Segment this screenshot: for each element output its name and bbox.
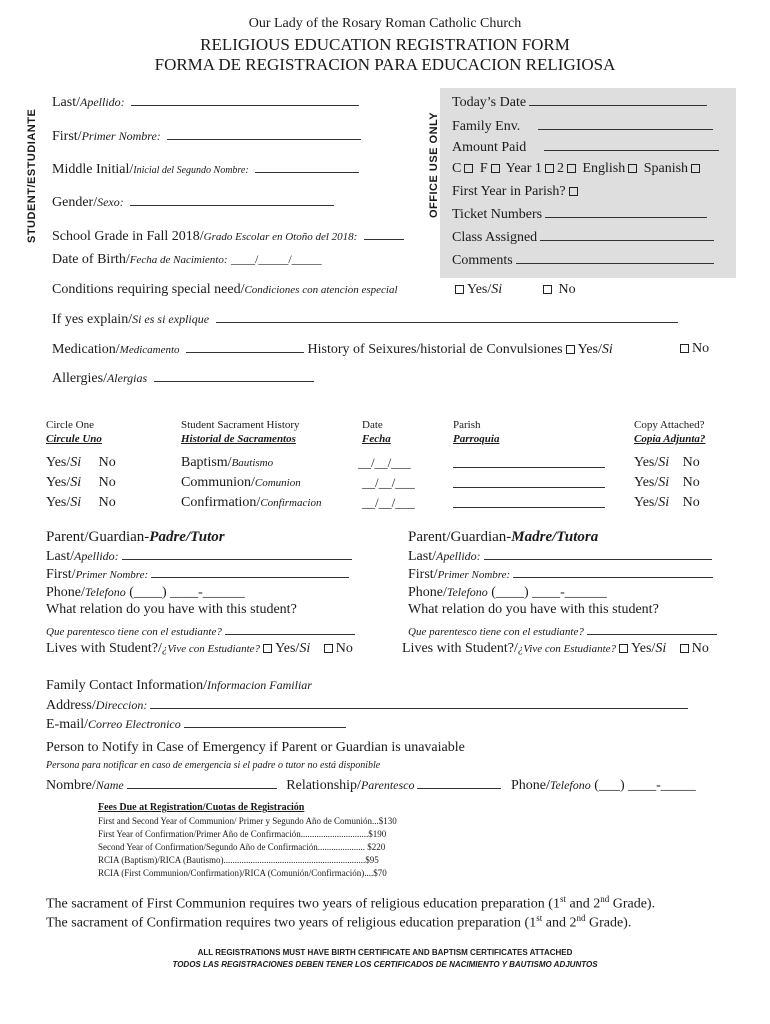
- explain-row: If yes explain/Si es si explique: [52, 311, 678, 328]
- email-row: E-mail/Correo Electronico: [46, 716, 346, 733]
- year1-checkbox[interactable]: [545, 164, 554, 173]
- communion-copy: Yes/Si No: [634, 475, 700, 490]
- parent-left-title: Parent/Guardian-Padre/Tutor: [46, 529, 225, 545]
- header-date: Date: [362, 419, 383, 431]
- office-amount-field[interactable]: [544, 139, 719, 151]
- header-parish: Parish: [453, 419, 481, 431]
- first-year-checkbox[interactable]: [569, 187, 578, 196]
- confirmation-copy-yes[interactable]: Yes/: [634, 495, 659, 510]
- form-title-en: RELIGIOUS EDUCATION REGISTRATION FORM: [200, 35, 570, 54]
- parent-right-last-row: Last/Apellido:: [408, 548, 712, 565]
- parent-right-relation-es-row: Que parentesco tiene con el estudiante?: [408, 623, 717, 638]
- allergies-row: Allergies/Alergias: [52, 370, 314, 387]
- confirmation-copy-no[interactable]: No: [682, 495, 700, 510]
- student-side-label: STUDENT/ESTUDIANTE: [26, 108, 38, 243]
- student-grade-field[interactable]: [364, 228, 404, 240]
- baptism-copy-yes[interactable]: Yes/: [634, 455, 659, 470]
- seizure-no: No: [677, 341, 709, 357]
- explain-field[interactable]: [216, 311, 678, 323]
- emergency-relationship-field[interactable]: [417, 777, 501, 789]
- table-row-baptism: Yes/Si No: [46, 455, 116, 470]
- office-side-label: OFFICE USE ONLY: [428, 111, 440, 218]
- table-row-confirmation: Yes/Si No: [46, 495, 116, 510]
- student-first-field[interactable]: [167, 128, 361, 140]
- header-date-es: Fecha: [362, 433, 391, 445]
- parent-right-lives-yes-checkbox[interactable]: [619, 644, 628, 653]
- baptism-date-field[interactable]: __/__/___: [358, 455, 411, 470]
- header-sacrament-history-es: Historial de Sacramentos: [181, 433, 296, 445]
- parent-left-phone-row: Phone/Telefono (____) ____-______: [46, 585, 245, 600]
- student-last-row: Last/Apellido:: [52, 94, 359, 111]
- emergency-contact-row: Nombre/Name Relationship/Parentesco Phone/Telefono (___) ____-_____: [46, 778, 696, 793]
- email-field[interactable]: [184, 716, 346, 728]
- student-dob-row: Date of Birth/Fecha de Nacimiento: ____/_____/_____: [52, 252, 322, 267]
- office-family-field[interactable]: [538, 118, 713, 130]
- seizure-yes-checkbox[interactable]: [566, 345, 575, 354]
- baptism-no[interactable]: No: [98, 455, 116, 470]
- office-class-row: Class Assigned: [452, 229, 714, 246]
- baptism-label: Baptism/Bautismo: [181, 455, 274, 470]
- office-checkbox-row: C F Year 1 2 English Spanish: [452, 161, 703, 177]
- form-title-es: FORMA DE REGISTRACION PARA EDUCACION RELIGIOSA: [154, 55, 616, 74]
- header-parish-es: Parroquia: [453, 433, 500, 445]
- parent-left-first-row: First/Primer Nombre:: [46, 566, 349, 583]
- confirmation-yes[interactable]: Yes/: [46, 495, 71, 510]
- emergency-label: Person to Notify in Case of Emergency if Parent or Guardian is unavaiable: [46, 740, 465, 755]
- parent-left-last-row: Last/Apellido:: [46, 548, 352, 565]
- fee-item: First Year of Confirmation/Primer Año de Confirmación..............................$190: [98, 829, 387, 839]
- fee-item: RCIA (Baptism)/RICA (Bautismo)...............................................................$95: [98, 855, 379, 865]
- office-date-field[interactable]: [529, 94, 707, 106]
- emergency-name-field[interactable]: [127, 777, 277, 789]
- student-middle-row: Middle Initial/Inicial del Segundo Nombre:: [52, 161, 359, 178]
- emergency-phone-field[interactable]: (___) ____-_____: [594, 778, 696, 793]
- parent-right-title: Parent/Guardian-Madre/Tutora: [408, 529, 599, 545]
- student-grade-row: School Grade in Fall 2018/Grado Escolar en Otoño del 2018:: [52, 228, 404, 245]
- table-row-communion: Yes/Si No: [46, 475, 116, 490]
- parent-left-lives-no-checkbox[interactable]: [324, 644, 333, 653]
- church-name: Our Lady of the Rosary Roman Catholic Church: [248, 16, 522, 31]
- parent-right-relation-field[interactable]: [587, 623, 717, 635]
- header-circle-one-es: Circule Uno: [46, 433, 102, 445]
- office-ticket-row: Ticket Numbers: [452, 206, 707, 223]
- communion-note: The sacrament of First Communion requires two years of religious education preparation (1st and 2nd Grade).: [46, 894, 656, 912]
- conditions-no: No: [540, 282, 576, 298]
- fee-item: RCIA (First Communion/Confirmation)/RICA (Comunión/Confirmación)....$70: [98, 868, 387, 878]
- footer-es: TODOS LAS REGISTRACIONES DEBEN TENER LOS CERTIFICADOS DE NACIMIENTO Y BAUTISMO ADJUNTOS: [172, 960, 598, 969]
- address-row: Address/Direccion:: [46, 697, 688, 714]
- footer-en: ALL REGISTRATIONS MUST HAVE BIRTH CERTIFICATE AND BAPTISM CERTIFICATES ATTACHED: [197, 948, 573, 957]
- medication-field[interactable]: [186, 341, 304, 353]
- header-copy-attached-es: Copia Adjunta?: [634, 433, 706, 445]
- fee-item: First and Second Year of Communion/ Primer y Segundo Año de Comunión...$130: [98, 816, 397, 826]
- baptism-copy: Yes/Si No: [634, 455, 700, 470]
- student-gender-field[interactable]: [130, 194, 334, 206]
- parent-left-first-field[interactable]: [151, 566, 349, 578]
- communion-label: Communion/Comunion: [181, 475, 301, 490]
- confirmation-no[interactable]: No: [98, 495, 116, 510]
- confirmation-date-field[interactable]: __/__/___: [362, 495, 415, 510]
- office-first-year-row: First Year in Parish?: [452, 184, 581, 200]
- parent-right-first-field[interactable]: [513, 566, 713, 578]
- office-ticket-field[interactable]: [545, 206, 707, 218]
- parent-left-relation-field[interactable]: [225, 623, 355, 635]
- baptism-parish-field[interactable]: [453, 455, 605, 473]
- communion-yes[interactable]: Yes/: [46, 475, 71, 490]
- communion-parish-field[interactable]: [453, 475, 605, 493]
- student-gender-row: Gender/Sexo:: [52, 194, 334, 211]
- baptism-yes[interactable]: Yes/: [46, 455, 71, 470]
- address-field[interactable]: [150, 697, 688, 709]
- parent-right-lives-row: Lives with Student?/¿Vive con Estudiante? Yes/Si No: [402, 641, 709, 656]
- confirmation-note: The sacrament of Confirmation requires two years of religious education preparation (1st and 2nd Grade).: [46, 913, 632, 931]
- parent-right-phone-field[interactable]: (____) ____-______: [491, 585, 607, 600]
- c-checkbox[interactable]: [464, 164, 473, 173]
- year2-checkbox[interactable]: [567, 164, 576, 173]
- parent-left-lives-row: Lives with Student?/¿Vive con Estudiante? Yes/Si No: [46, 641, 353, 656]
- student-dob-field[interactable]: ____/_____/_____: [231, 252, 322, 266]
- f-checkbox[interactable]: [491, 164, 500, 173]
- parent-left-relation: What relation do you have with this student?: [46, 602, 297, 617]
- communion-copy-yes[interactable]: Yes/: [634, 475, 659, 490]
- office-family-row: Family Env.: [452, 118, 713, 135]
- parent-left-lives-yes-checkbox[interactable]: [263, 644, 272, 653]
- parent-right-first-row: First/Primer Nombre:: [408, 566, 713, 583]
- student-last-field[interactable]: [131, 94, 359, 106]
- medication-row: Medication/Medicamento History of Seixures/historial de Convulsiones Yes/Si: [52, 342, 613, 357]
- seizure-no-checkbox[interactable]: [680, 344, 689, 353]
- office-date-row: Today’s Date: [452, 94, 707, 111]
- office-class-field[interactable]: [540, 229, 714, 241]
- office-comments-row: Comments: [452, 252, 714, 269]
- header-sacrament-history: Student Sacrament History: [181, 419, 300, 431]
- parent-right-last-field[interactable]: [484, 548, 712, 560]
- english-checkbox[interactable]: [628, 164, 637, 173]
- spanish-checkbox[interactable]: [691, 164, 700, 173]
- conditions-row: Conditions requiring special need/Condiciones con atencion especial: [52, 282, 398, 297]
- family-contact-title: Family Contact Information/Informacion Familiar: [46, 678, 312, 693]
- student-first-row: First/Primer Nombre:: [52, 128, 361, 145]
- communion-date-field[interactable]: __/__/___: [362, 475, 415, 490]
- office-amount-row: Amount Paid: [452, 139, 719, 156]
- parent-right-relation: What relation do you have with this student?: [408, 602, 659, 617]
- baptism-copy-no[interactable]: No: [682, 455, 700, 470]
- communion-no[interactable]: No: [98, 475, 116, 490]
- confirmation-label: Confirmation/Confirmacion: [181, 495, 322, 510]
- parent-left-relation-es-row: Que parentesco tiene con el estudiante?: [46, 623, 355, 638]
- conditions-yes-checkbox[interactable]: [455, 285, 464, 294]
- header-circle-one: Circle One: [46, 419, 94, 431]
- student-middle-field[interactable]: [255, 161, 359, 173]
- communion-copy-no[interactable]: No: [682, 475, 700, 490]
- office-comments-field[interactable]: [516, 252, 714, 264]
- fees-title: Fees Due at Registration/Cuotas de Registración: [98, 802, 305, 813]
- conditions-no-checkbox[interactable]: [543, 285, 552, 294]
- header-copy-attached: Copy Attached?: [634, 419, 705, 431]
- confirmation-parish-field[interactable]: [453, 495, 605, 513]
- emergency-label-es: Persona para notificar en caso de emergencia si el padre o tutor no está disponible: [46, 760, 381, 771]
- confirmation-copy: Yes/Si No: [634, 495, 700, 510]
- parent-right-phone-row: Phone/Telefono (____) ____-______: [408, 585, 607, 600]
- parent-right-lives-no-checkbox[interactable]: [680, 644, 689, 653]
- parent-left-last-field[interactable]: [122, 548, 352, 560]
- office-use-box: [440, 88, 736, 278]
- fee-item: Second Year of Confirmation/Segundo Año de Confirmación..................... $220: [98, 842, 386, 852]
- allergies-field[interactable]: [154, 370, 314, 382]
- conditions-yes: Yes/Si: [452, 282, 502, 298]
- parent-left-phone-field[interactable]: (____) ____-______: [129, 585, 245, 600]
